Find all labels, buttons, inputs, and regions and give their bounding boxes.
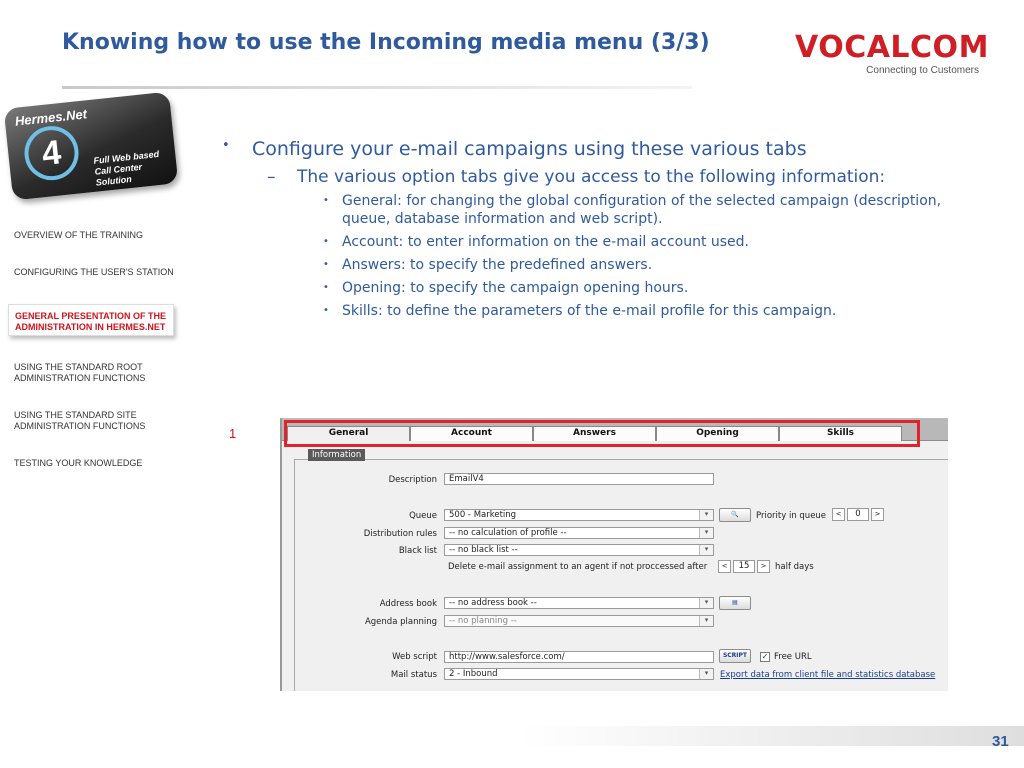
search-icon: 🔍 [731, 511, 739, 518]
queue-select[interactable] [444, 509, 714, 521]
address-book-button[interactable] [719, 596, 751, 610]
agenda-label: Agenda planning [364, 617, 437, 627]
web-script-field[interactable] [444, 651, 714, 663]
nav-item-overview[interactable]: OVERVIEW OF THE TRAINING [14, 230, 144, 240]
web-script-value: http://www.salesforce.com/ [449, 652, 565, 662]
slide-content [222, 138, 982, 320]
brand-name: VOCALCOM [795, 30, 989, 65]
slide-title: Knowing how to use the Incoming media menu (3/3) [62, 30, 710, 55]
blacklist-select[interactable] [444, 544, 714, 556]
hermes-net-logo [4, 92, 179, 201]
callout-marker: 1 [229, 426, 237, 441]
script-button[interactable]: SCRIPT [719, 649, 751, 663]
chevron-down-icon: ▾ [699, 509, 713, 521]
item-opening: • Opening: to specify the campaign opening hours. [222, 279, 982, 297]
priority-decrease-button[interactable] [832, 508, 845, 521]
nav-item-root-administration[interactable]: USING THE STANDARD ROOT ADMINISTRATION FUNCTIONS [14, 362, 146, 383]
tab-general[interactable]: General [287, 426, 410, 441]
left-navigation [14, 230, 174, 495]
group-label: Information [308, 449, 365, 461]
badge-name: Hermes.Net [14, 106, 88, 129]
chevron-down-icon: ▾ [699, 597, 713, 609]
web-script-label: Web script [392, 652, 437, 662]
half-days-field[interactable]: 15 [733, 560, 755, 573]
address-book-icon: ▤ [732, 599, 738, 606]
main-bullet: • Configure your e-mail campaigns using these various tabs [222, 138, 982, 160]
mail-status-select[interactable] [444, 668, 714, 680]
free-url-checkbox[interactable]: ✓ [761, 652, 769, 661]
half-days-decrease-button[interactable] [718, 560, 731, 573]
chevron-right-icon: > [760, 562, 767, 570]
tab-answers[interactable]: Answers [533, 426, 656, 441]
chevron-down-icon: ▾ [699, 668, 713, 680]
mail-status-value: 2 - Inbound [449, 669, 498, 679]
footer-band [520, 726, 1024, 746]
address-book-value: -- no address book -- [449, 598, 537, 608]
half-days-increase-button[interactable] [757, 560, 770, 573]
chevron-right-icon: > [874, 510, 881, 518]
tab-account[interactable]: Account [410, 426, 533, 441]
nav-item-site-administration[interactable]: USING THE STANDARD SITE ADMINISTRATION FUNCTIONS [14, 410, 146, 431]
tab-opening[interactable]: Opening [656, 426, 779, 441]
tab-skills[interactable]: Skills [779, 426, 902, 441]
queue-label: Queue [409, 511, 437, 521]
badge-version: 4 [22, 123, 81, 182]
priority-increase-button[interactable] [871, 508, 884, 521]
distribution-value: -- no calculation of profile -- [449, 528, 567, 538]
mail-status-label: Mail status [390, 670, 437, 680]
campaign-settings-panel [280, 418, 948, 691]
blacklist-value: -- no black list -- [449, 545, 518, 555]
distribution-label: Distribution rules [363, 529, 437, 539]
chevron-down-icon: ▾ [699, 527, 713, 539]
delete-assignment-label: Delete e-mail assignment to an agent if not proccessed after [448, 562, 708, 572]
description-label: Description [388, 475, 437, 485]
agenda-select [444, 615, 714, 627]
blacklist-label: Black list [398, 546, 437, 556]
nav-item-testing-knowledge[interactable]: TESTING YOUR KNOWLEDGE [14, 458, 143, 468]
badge-tagline: Full Web based Call Center Solution [93, 148, 160, 188]
address-book-select[interactable] [444, 597, 714, 609]
queue-value: 500 - Marketing [449, 510, 517, 520]
priority-label: Priority in queue [756, 511, 827, 521]
vocalcom-logo [795, 30, 989, 82]
item-answers: • Answers: to specify the predefined answers. [222, 256, 982, 274]
export-data-link[interactable]: Export data from client file and statistics database [720, 670, 936, 680]
item-general: • General: for changing the global configuration of the selected campaign (description, queue, database information and web script). [222, 192, 982, 228]
chevron-down-icon: ▾ [699, 615, 713, 627]
sub-bullet: – The various option tabs give you access to the following information: [222, 167, 982, 187]
distribution-select[interactable] [444, 527, 714, 539]
description-value: EmailV4 [449, 474, 484, 484]
chevron-left-icon: < [721, 562, 728, 570]
nav-item-configuring-station[interactable]: CONFIGURING THE USER'S STATION [14, 267, 174, 277]
item-skills: • Skills: to define the parameters of the e-mail profile for this campaign. [222, 302, 982, 320]
item-account: • Account: to enter information on the e-mail account used. [222, 233, 982, 251]
chevron-down-icon: ▾ [699, 544, 713, 556]
tab-strip [282, 419, 948, 441]
brand-tagline: Connecting to Customers [866, 65, 979, 76]
agenda-value: -- no planning -- [449, 616, 517, 626]
priority-field[interactable]: 0 [847, 508, 869, 521]
page-number: 31 [992, 733, 1009, 750]
title-underline [62, 86, 692, 89]
half-days-unit: half days [775, 562, 814, 572]
free-url-label: Free URL [774, 652, 812, 662]
nav-item-general-presentation[interactable]: GENERAL PRESENTATION OF THE ADMINISTRATION IN HERMES.NET [8, 304, 174, 336]
description-field[interactable] [444, 473, 714, 485]
queue-search-button[interactable] [719, 508, 751, 522]
address-book-label: Address book [379, 599, 437, 609]
chevron-left-icon: < [835, 510, 842, 518]
